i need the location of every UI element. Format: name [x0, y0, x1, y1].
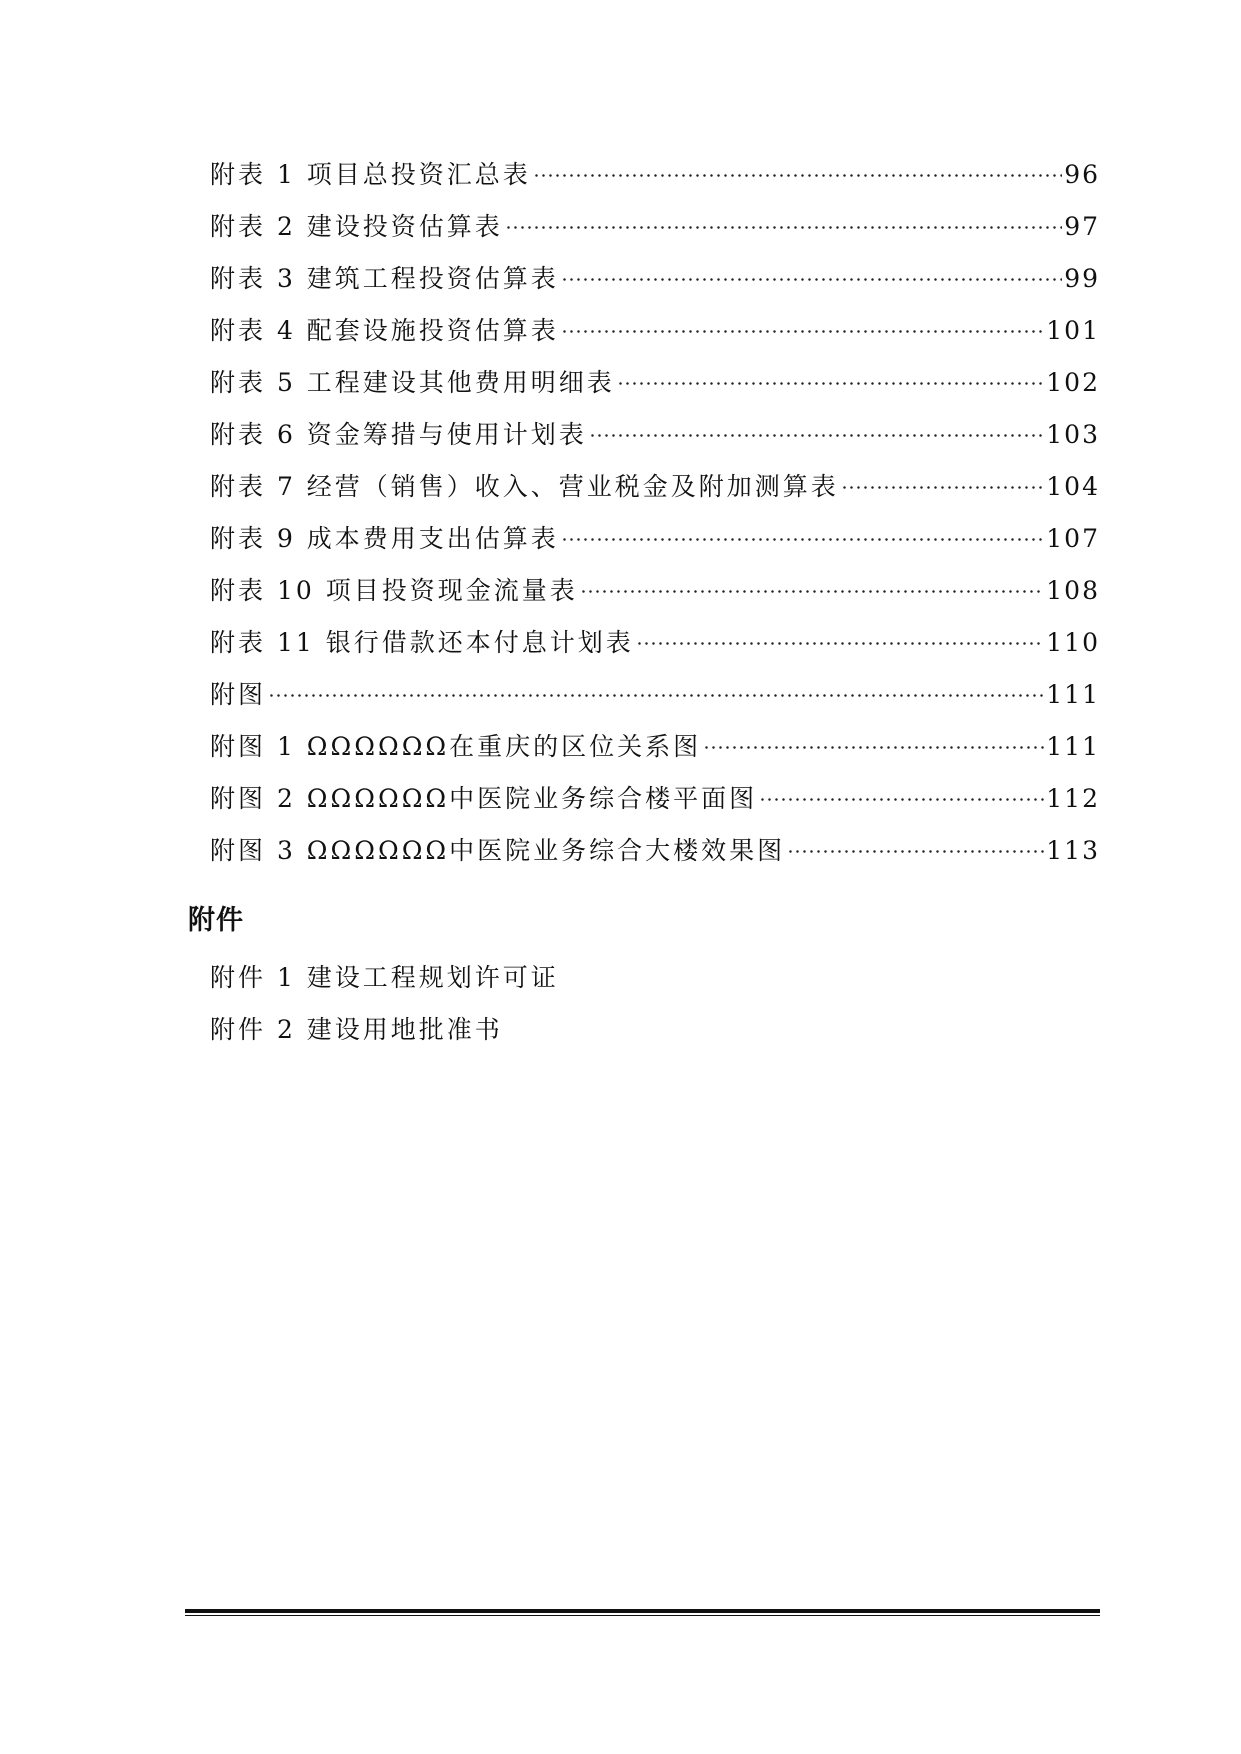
toc-entry[interactable] — [210, 155, 1100, 207]
toc-entry[interactable] — [210, 623, 1100, 675]
toc-dot-leader — [703, 723, 1044, 751]
toc-page-number: 107 — [1046, 524, 1100, 553]
toc-entry-label: 附图 1 ΩΩΩΩΩΩ在重庆的区位关系图 — [210, 732, 702, 761]
toc-page-number: 111 — [1046, 680, 1100, 709]
toc-entry-label: 附表 11 银行借款还本付息计划表 — [210, 628, 634, 657]
toc-entry-label: 附表 4 配套设施投资估算表 — [210, 316, 559, 345]
toc-entry-label: 附表 1 项目总投资汇总表 — [210, 160, 531, 189]
toc-dot-leader — [561, 307, 1044, 335]
toc-page-number: 110 — [1046, 628, 1100, 657]
toc-page-number: 102 — [1046, 368, 1100, 397]
toc-dot-leader — [787, 827, 1044, 855]
toc-entry-label: 附表 6 资金筹措与使用计划表 — [210, 420, 587, 449]
toc-entry[interactable] — [210, 727, 1100, 779]
toc-page-number: 108 — [1046, 576, 1100, 605]
toc-page-number: 99 — [1064, 264, 1100, 293]
toc-dot-leader — [268, 671, 1044, 699]
toc-entry[interactable] — [210, 363, 1100, 415]
toc-dot-leader — [561, 255, 1062, 283]
toc-dot-leader — [636, 619, 1045, 647]
toc-dot-leader — [561, 515, 1044, 543]
toc-entry[interactable] — [210, 571, 1100, 623]
attachment-item[interactable]: 附件 1 建设工程规划许可证 — [210, 963, 559, 992]
toc-entry[interactable] — [210, 831, 1100, 883]
footer-rule-thin — [185, 1615, 1100, 1616]
toc-page-number: 113 — [1046, 836, 1100, 865]
toc-page-number: 101 — [1046, 316, 1100, 345]
toc-entry[interactable] — [210, 259, 1100, 311]
toc-entry-label: 附表 3 建筑工程投资估算表 — [210, 264, 559, 293]
toc-entry-label: 附表 7 经营（销售）收入、营业税金及附加测算表 — [210, 472, 839, 501]
toc-dot-leader — [759, 775, 1044, 803]
table-of-contents — [210, 155, 1100, 883]
toc-entry-label: 附表 5 工程建设其他费用明细表 — [210, 368, 615, 397]
toc-entry[interactable] — [210, 779, 1100, 831]
toc-page-number: 112 — [1046, 784, 1100, 813]
toc-entry[interactable] — [210, 467, 1100, 519]
toc-page-number: 97 — [1064, 212, 1100, 241]
toc-entry-label: 附表 2 建设投资估算表 — [210, 212, 503, 241]
attachments-heading: 附件 — [188, 905, 244, 936]
toc-entry[interactable] — [210, 675, 1100, 727]
footer-divider — [185, 1609, 1100, 1616]
toc-entry-label: 附图 — [210, 680, 267, 709]
toc-dot-leader — [580, 567, 1045, 595]
toc-entry[interactable] — [210, 519, 1100, 571]
attachment-item[interactable]: 附件 2 建设用地批准书 — [210, 1015, 503, 1044]
toc-dot-leader — [505, 203, 1062, 231]
toc-dot-leader — [533, 151, 1062, 179]
toc-page-number: 103 — [1046, 420, 1100, 449]
toc-entry-label: 附表 9 成本费用支出估算表 — [210, 524, 559, 553]
toc-page-number: 104 — [1046, 472, 1100, 501]
toc-page-number: 96 — [1064, 160, 1100, 189]
toc-dot-leader — [617, 359, 1044, 387]
toc-page-number: 111 — [1046, 732, 1100, 761]
toc-entry-label: 附图 3 ΩΩΩΩΩΩ中医院业务综合大楼效果图 — [210, 836, 786, 865]
toc-entry-label: 附表 10 项目投资现金流量表 — [210, 576, 578, 605]
toc-dot-leader — [841, 463, 1044, 491]
attachments-list — [210, 958, 559, 1062]
toc-entry[interactable] — [210, 207, 1100, 259]
toc-entry[interactable] — [210, 311, 1100, 363]
toc-entry-label: 附图 2 ΩΩΩΩΩΩ中医院业务综合楼平面图 — [210, 784, 758, 813]
toc-dot-leader — [589, 411, 1044, 439]
toc-entry[interactable] — [210, 415, 1100, 467]
